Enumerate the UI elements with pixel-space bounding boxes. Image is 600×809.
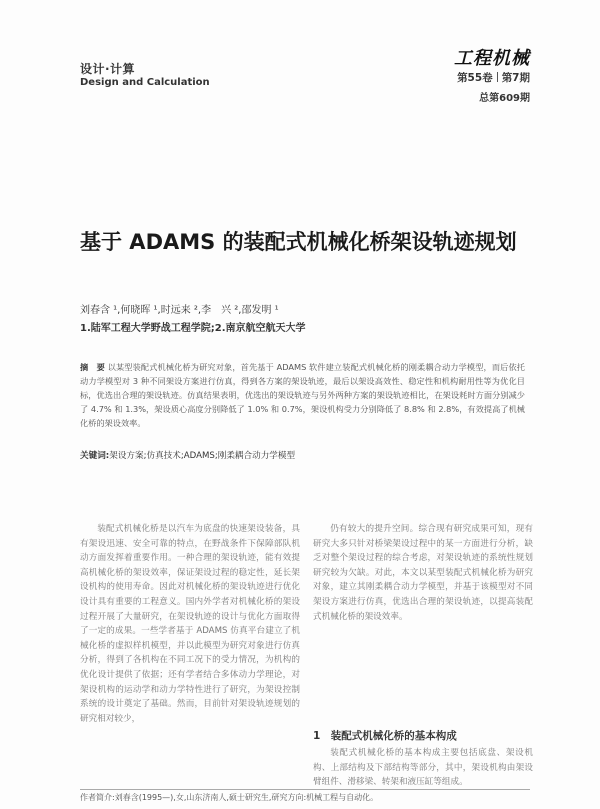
total-issue: 总第609期: [479, 93, 530, 104]
body-column-right: [313, 522, 533, 624]
divider: [497, 72, 498, 82]
body-paragraph: 仍有较大的提升空间。综合现有研究成果可知，现有研究大多只针对桥梁架设过程中的某一方面进行分析，缺乏对整个架设过程的综合考虑，对架设轨迹的系统性规划研究较为欠缺。对此，本文以某型装配式机械化桥为研究对象，建立其刚柔耦合动力学模型，并基于该模型对不同架设方案进行仿真，优选出合理的架设轨迹，以提高装配式机械化桥的架设效率。: [313, 524, 533, 622]
section-label: 设计·计算: [80, 62, 136, 76]
abstract-text: 以某型装配式机械化桥为研究对象，首先基于 ADAMS 软件建立装配式机械化桥的刚柔耦合动力学模型，而后依托动力学模型对 3 种不同架设方案进行仿真，得到各方案的架设轨迹，最后以架设高效性、稳定性和机构耐用性等为优化目标，优选出合理的架设轨迹。仿真结果表明，优选出的架设轨迹与另外两种方案的架设轨迹相比，在架设耗时方面分别减少了 4.7% 和 1.3%，架设质心高度分别降低了 1.0% 和 0.7%，架设机构受力分别降低了 8.8% 和 2.8%，有效提高了机械化桥的架设效率。: [80, 362, 525, 428]
body-paragraph: 装配式机械化桥的基本构成主要包括底盘、架设机构、上部结构及下部结构等部分，其中，架设机构由架设臂组件、滑移梁、转架和液压缸等组成。: [313, 748, 533, 788]
section-heading: 1 装配式机械化桥的基本构成: [313, 730, 457, 742]
keywords-text: 架设方案;仿真技术;ADAMS;刚柔耦合动力学模型: [109, 451, 296, 461]
body-column-left: [80, 522, 300, 726]
journal-name: 工程机械: [454, 48, 530, 69]
author-list: 刘春含 ¹,何晓晖 ¹,时远来 ²,李 兴 ²,邵发明 ¹: [80, 305, 279, 316]
abstract-label: 摘 要: [80, 362, 105, 372]
volume: 第55卷: [457, 72, 493, 84]
body-paragraph: 装配式机械化桥是以汽车为底盘的快速架设装备，具有架设迅速、安全可靠的特点，在野战条件下保障部队机动方面发挥着重要作用。一种合理的架设轨迹，能有效提高机械化桥的架设效率，保证架设过程的稳定性，延长架设机构的使用寿命。因此对机械化桥的架设轨迹进行优化设计具有重要的工程意义。国内外学者对机械化桥的架设过程开展了大量研究，在架设轨迹的设计与优化方面取得了一定的成果。一些学者基于 ADAMS 仿真平台建立了机械化桥的虚拟样机模型，并以此模型为研究对象进行仿真分析，得到了各机构在不同工况下的受力情况，为机构的优化设计提供了依据；还有学者结合多体动力学理论，对架设机构的运动学和动力学特性进行了研究，为架设控制系统的设计奠定了基础。然而，目前针对架设轨迹规划的研究相对较少，: [80, 524, 300, 724]
abstract: [80, 360, 525, 430]
volume-issue: [457, 70, 530, 85]
keywords-label: 关键词:: [80, 451, 110, 461]
article-title: 基于 ADAMS 的装配式机械化桥架设轨迹规划: [80, 230, 517, 254]
issue: 第7期: [501, 72, 530, 84]
affiliations: 1.陆军工程大学野战工程学院;2.南京航空航天大学: [80, 323, 306, 334]
footnote: 作者简介:刘春含(1995—),女,山东济南人,硕士研究生,研究方向:机械工程与自动化。: [80, 789, 530, 803]
section-body: [313, 746, 533, 790]
section-label-en: Design and Calculation: [80, 77, 210, 88]
keywords: [80, 449, 525, 461]
